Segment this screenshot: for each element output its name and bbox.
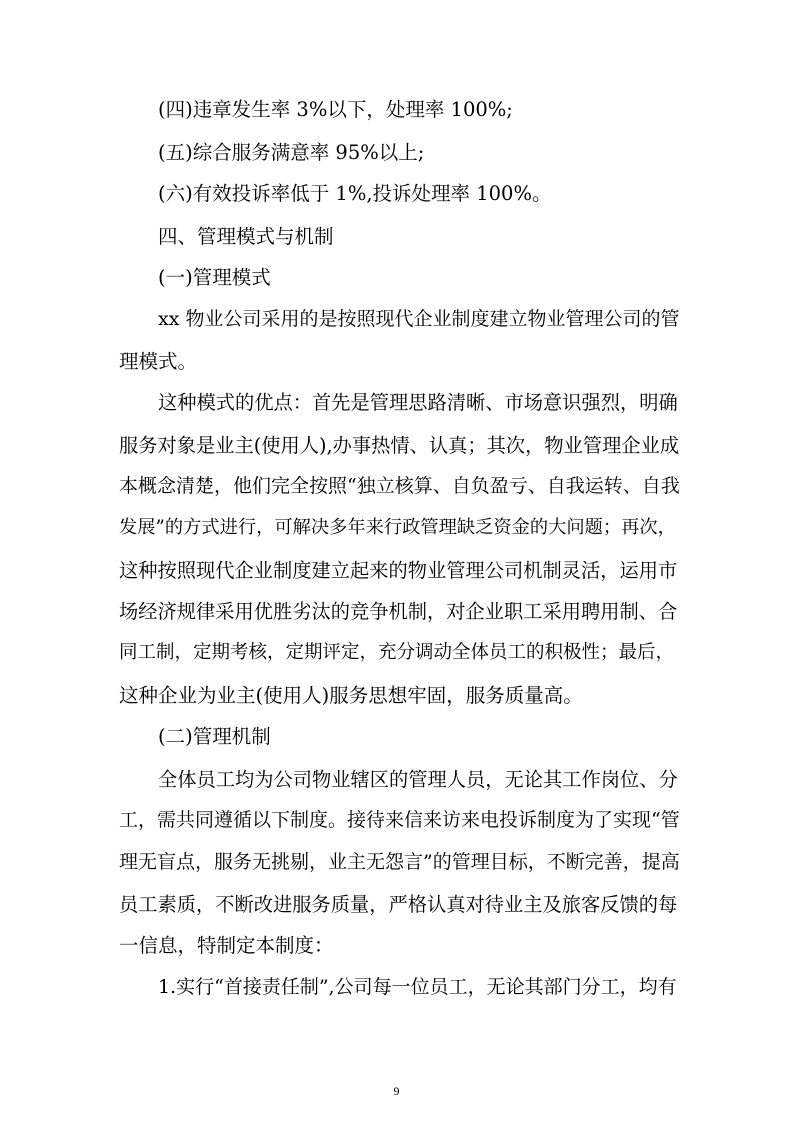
text-line: 场经济规律采用优胜劣汰的竞争机制，对企业职工采用聘用制、合 — [119, 600, 678, 623]
text-line: 理无盲点，服务无挑剔，业主无怨言”的管理目标，不断完善，提高 — [119, 851, 680, 873]
text-line: 这种企业为业主(使用人)服务思想牢固，服务质量高。 — [119, 684, 583, 707]
text-line: 这种按照现代企业制度建立起来的物业管理公司机制灵活，运用市 — [119, 559, 678, 582]
text-line: (四)违章发生率 3%以下，处理率 100%; — [158, 98, 513, 121]
subsection-heading: (一)管理模式 — [158, 266, 271, 289]
text-line: 全体员工均为公司物业辖区的管理人员，无论其工作岗位、分 — [158, 768, 678, 791]
text-line: xx 物业公司采用的是按照现代企业制度建立物业管理公司的管 — [158, 308, 680, 330]
text-line: (五)综合服务满意率 95%以上; — [158, 141, 425, 164]
text-line: 工，需共同遵循以下制度。接待来信来访来电投诉制度为了实现“管 — [119, 809, 680, 831]
text-line: 服务对象是业主(使用人),办事热情、认真；其次，物业管理企业成 — [119, 434, 680, 457]
page-number: 9 — [393, 1084, 400, 1098]
text-line: (六)有效投诉率低于 1%,投诉处理率 100%。 — [158, 182, 552, 205]
text-line: 员工素质，不断改进服务质量，严格认真对待业主及旅客反馈的每 — [119, 893, 678, 916]
text-line: 本概念清楚，他们完全按照“独立核算、自负盈亏、自我运转、自我 — [119, 475, 680, 497]
section-heading: 四、管理模式与机制 — [158, 225, 334, 248]
text-line: 1.实行“首接责任制”,公司每一位员工，无论其部门分工，均有 — [158, 976, 677, 998]
text-line: 一信息，特制定本制度： — [119, 934, 334, 957]
subsection-heading: (二)管理机制 — [158, 725, 271, 748]
text-line: 发展”的方式进行，可解决多年来行政管理缺乏资金的大问题；再次， — [119, 517, 676, 538]
text-line: 这种模式的优点：首先是管理思路清晰、市场意识强烈，明确 — [158, 391, 678, 414]
text-line: 同工制，定期考核，定期评定，充分调动全体员工的积极性；最后， — [119, 642, 675, 663]
text-line: 理模式。 — [119, 350, 198, 373]
